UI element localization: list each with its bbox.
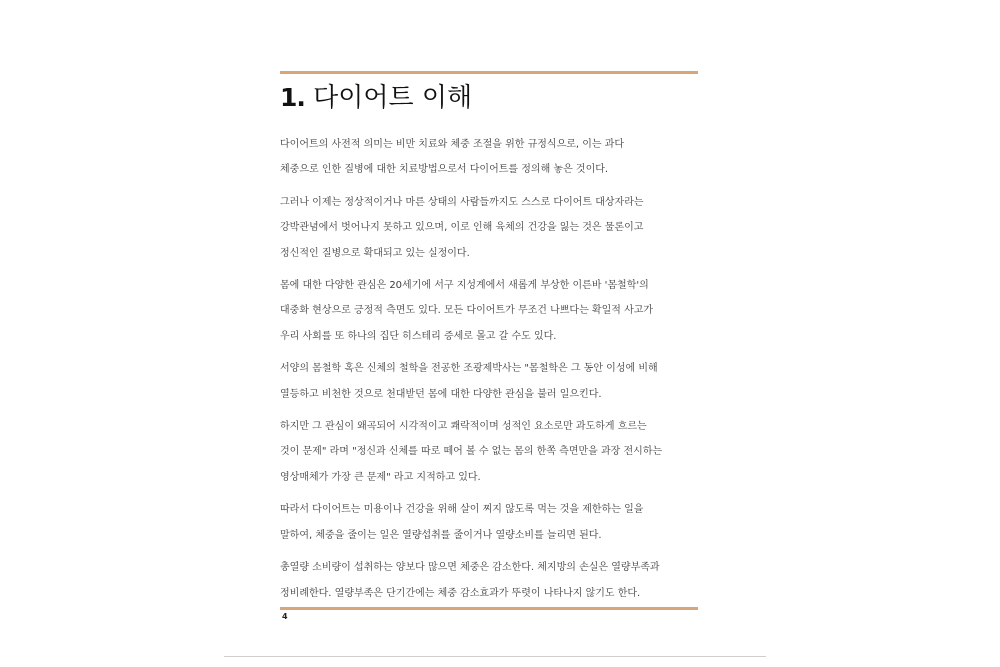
text-line: 다이어트의 사전적 의미는 비만 치료와 체중 조절을 위한 규정식으로, 이는 과다 [280,139,625,150]
text-line: 영상매체가 가장 큰 문제" 라고 지적하고 있다. [280,471,481,483]
text-line: 서양의 몸철학 혹은 신체의 철학을 전공한 조광제박사는 "몸철학은 그 동안 이성에 비해 [280,363,658,375]
chapter-number: 1. [280,83,305,112]
text-line: 하지만 그 관심이 왜곡되어 시각적이고 쾌락적이며 성적인 요소로만 과도하게 흐르는 [280,421,647,433]
text-line: 체중으로 인한 질병에 대한 치료방법으로서 다이어트를 정의해 놓은 것이다. [280,164,609,176]
paragraph [280,273,698,349]
text-line: 우리 사회를 또 하나의 집단 히스테리 증세로 몰고 갈 수도 있다. [280,330,557,342]
paragraph [280,190,698,266]
text-line: 강박관념에서 벗어나지 못하고 있으며, 이로 인해 육체의 건강을 잃는 것은 물론이고 [280,222,644,234]
text-line: 총열량 소비량이 섭취하는 양보다 많으면 체중은 감소한다. 체지방의 손실은 열량부족과 [280,562,660,574]
text-line: 것이 문제" 라며 "정신과 신체를 따로 떼어 볼 수 없는 몸의 한쪽 측면만을 과장 전시하는 [280,446,663,458]
body-text [280,132,698,613]
text-line: 그러나 이제는 정상적이거나 마른 상태의 사람들까지도 스스로 다이어트 대상자라는 [280,196,644,208]
text-line: 말하여, 체중을 줄이는 일은 열량섭취를 줄이거나 열량소비를 늘리면 된다. [280,529,602,541]
viewer-bottom-divider [224,656,766,657]
paragraph [280,555,698,606]
text-line: 대중화 현상으로 긍정적 측면도 있다. 모든 다이어트가 무조건 나쁘다는 확일적 사고가 [280,305,654,317]
text-line: 열등하고 비천한 것으로 천대받던 몸에 대한 다양한 관심을 불러 일으킨다. [280,388,602,400]
document-page [280,0,698,667]
top-rule [280,71,698,74]
chapter-title [280,82,472,114]
bottom-rule [280,607,698,610]
text-line: 정신적인 질병으로 확대되고 있는 실정이다. [280,247,470,259]
paragraph [280,414,698,490]
text-line: 정비례한다. 열량부족은 단기간에는 체중 감소효과가 뚜렷이 나타나지 않기도 한다. [280,587,641,599]
chapter-title-text: 다이어트 이해 [313,83,473,113]
text-line: 몸에 대한 다양한 관심은 20세기에 서구 지성계에서 새롭게 부상한 이른바 '몸철학'의 [280,280,649,292]
paragraph [280,132,698,183]
paragraph [280,356,698,407]
paragraph [280,497,698,548]
page-number: 4 [282,612,288,621]
text-line: 따라서 다이어트는 미용이나 건강을 위해 살이 찌지 않도록 먹는 것을 제한하는 일을 [280,504,644,516]
